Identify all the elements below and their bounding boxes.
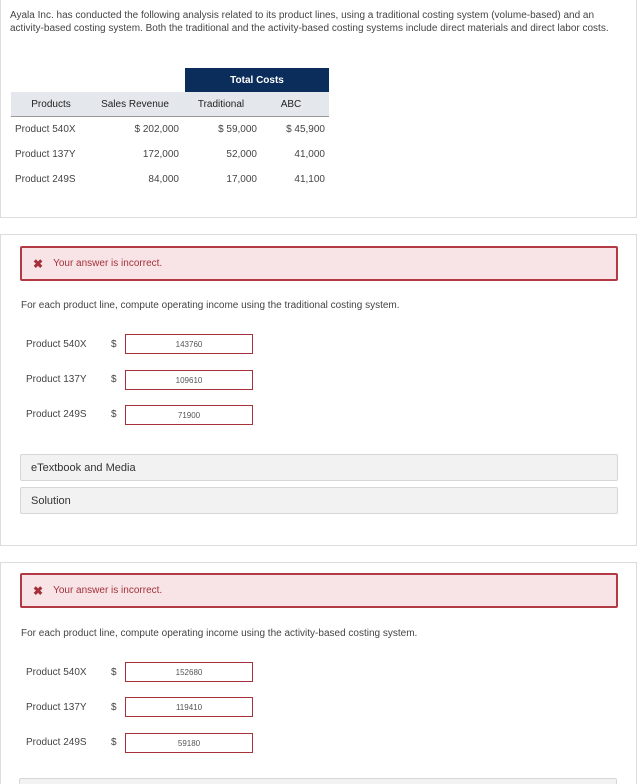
answer-input-249s[interactable]: 59180	[125, 733, 253, 753]
answer-input-137y[interactable]: 109610	[125, 370, 253, 390]
answer-input-249s[interactable]: 71900	[125, 405, 253, 425]
question-text: For each product line, compute operating income using the traditional costing system.	[21, 300, 400, 311]
traditional-cost: $ 59,000	[218, 124, 257, 135]
product-name: Product 249S	[15, 174, 76, 185]
total-costs-header: Total Costs	[185, 68, 329, 92]
answer-label: Product 249S	[26, 409, 87, 420]
table-row	[11, 117, 329, 143]
next-accordion-edge	[19, 778, 617, 784]
sales-revenue: 172,000	[142, 149, 179, 160]
answer-input-540x[interactable]: 152680	[125, 662, 253, 682]
solution-button[interactable]: Solution	[20, 487, 618, 514]
answer-label: Product 540X	[26, 667, 87, 678]
abc-cost: 41,000	[294, 149, 325, 160]
question-panel-abc	[0, 562, 637, 784]
abc-cost: $ 45,900	[286, 124, 325, 135]
col-products: Products	[11, 92, 91, 117]
col-sales-revenue: Sales Revenue	[91, 92, 185, 117]
product-name: Product 137Y	[15, 149, 76, 160]
answer-label: Product 249S	[26, 737, 87, 748]
table-row	[11, 142, 329, 167]
product-name: Product 540X	[15, 124, 76, 135]
answer-label: Product 137Y	[26, 702, 87, 713]
traditional-cost: 52,000	[226, 149, 257, 160]
col-abc: ABC	[257, 92, 329, 117]
x-icon: ✖	[33, 583, 44, 598]
cost-table	[11, 68, 329, 192]
abc-cost: 41,100	[294, 174, 325, 185]
answer-label: Product 137Y	[26, 374, 87, 385]
sales-revenue: 84,000	[148, 174, 179, 185]
intro-text: Ayala Inc. has conducted the following analysis related to its product lines, using a traditional costing system (volume-based) and an activity-based costing system. Both the traditional and the activity-based costing systems include direct materials and direct labor costs.	[10, 10, 609, 34]
currency-symbol: $	[111, 339, 117, 350]
etextbook-media-button[interactable]: eTextbook and Media	[20, 454, 618, 481]
incorrect-alert	[20, 573, 618, 608]
alert-text: Your answer is incorrect.	[53, 258, 163, 269]
question-text: For each product line, compute operating income using the activity-based costing system.	[21, 628, 418, 639]
problem-panel	[0, 0, 637, 218]
alert-text: Your answer is incorrect.	[53, 585, 163, 596]
incorrect-alert	[20, 246, 618, 281]
currency-symbol: $	[111, 702, 117, 713]
col-traditional: Traditional	[185, 92, 257, 117]
currency-symbol: $	[111, 374, 117, 385]
table-row	[11, 167, 329, 192]
x-icon: ✖	[33, 256, 44, 271]
sales-revenue: $ 202,000	[134, 124, 179, 135]
question-panel-traditional	[0, 234, 637, 546]
answer-label: Product 540X	[26, 339, 87, 350]
currency-symbol: $	[111, 409, 117, 420]
answer-input-540x[interactable]: 143760	[125, 334, 253, 354]
traditional-cost: 17,000	[226, 174, 257, 185]
answer-input-137y[interactable]: 119410	[125, 697, 253, 717]
currency-symbol: $	[111, 667, 117, 678]
currency-symbol: $	[111, 737, 117, 748]
